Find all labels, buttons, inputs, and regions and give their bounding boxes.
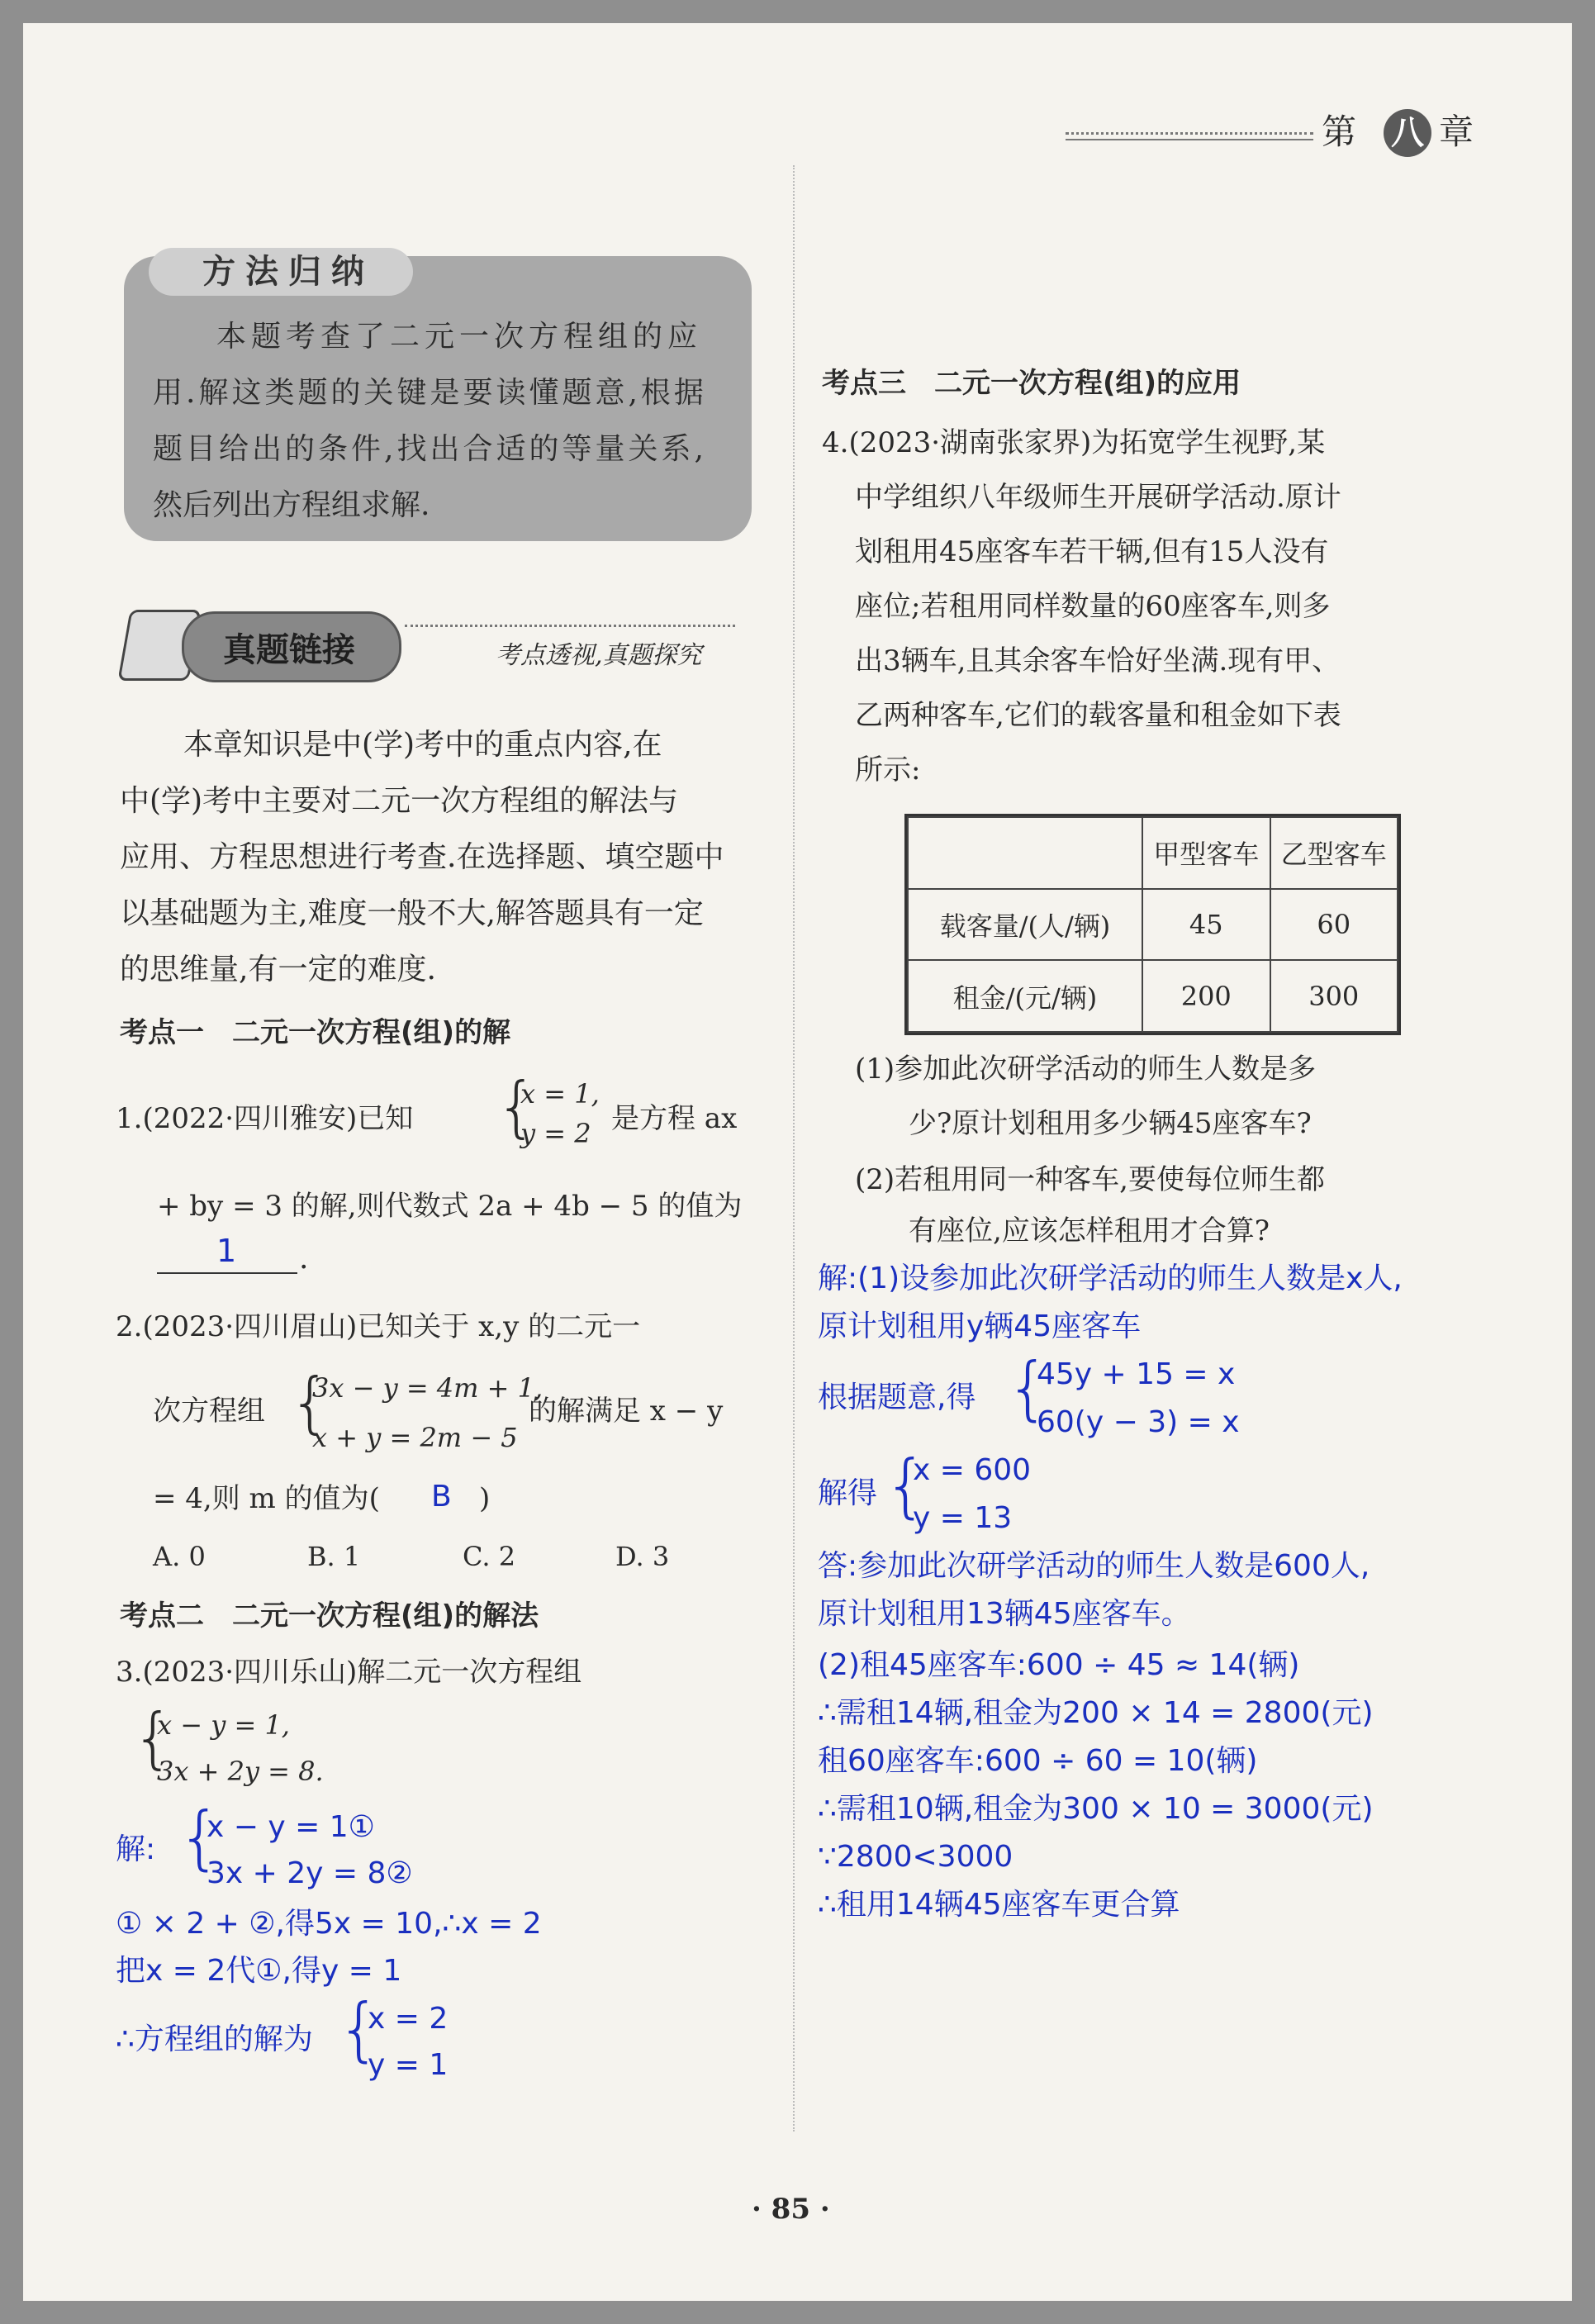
q2-sys-2: x + y = 2m − 5: [312, 1422, 518, 1453]
q4-line-4: 座位;若租用同样数量的60座客车,则多: [855, 590, 1331, 623]
bus-table: [904, 814, 1401, 1035]
q3-line-1: 3.(2023·四川乐山)解二元一次方程组: [116, 1656, 582, 1689]
q3-sol-sys-2: 3x + 2y = 8②: [206, 1856, 413, 1890]
q4-sub1-a: (1)参加此次研学活动的师生人数是多: [855, 1053, 1317, 1086]
kp2-heading: 考点二 二元一次方程(组)的解法: [120, 1599, 539, 1633]
option-c: C. 2: [463, 1541, 516, 1572]
ans-line-4: 解得: [818, 1476, 878, 1510]
section-rule: [405, 625, 735, 627]
q3-sol-step-2: 把x = 2代①,得y = 1: [116, 1954, 402, 1988]
q4-line-3: 划租用45座客车若干辆,但有15人没有: [855, 535, 1329, 568]
q4-line-5: 出3辆车,且其余客车恰好坐满.现有甲、: [855, 644, 1341, 677]
table-cell: 乙型客车: [1270, 817, 1398, 889]
ans-brace-2: {: [884, 1445, 928, 1526]
q3-conc-1: x = 2: [368, 2002, 449, 2036]
intro-line-3: 应用、方程思想进行考查.在选择题、填空题中: [120, 840, 724, 874]
q3-conc-2: y = 1: [368, 2048, 449, 2082]
header-rule: [1066, 132, 1313, 135]
table-row: [908, 960, 1398, 1032]
q3-sol-sys-1: x − y = 1①: [206, 1810, 375, 1844]
ans-line-6: 原计划租用13辆45座客车。: [818, 1597, 1191, 1631]
q1-end: .: [299, 1242, 309, 1276]
method-line-3: 题目给出的条件,找出合适的等量关系,: [153, 432, 707, 466]
table-cell: [908, 817, 1142, 889]
intro-line-2: 中(学)考中主要对二元一次方程组的解法与: [120, 784, 679, 818]
q1-sys-2: y = 2: [520, 1118, 591, 1149]
q2-post: 的解满足 x − y: [529, 1395, 724, 1428]
method-line-4: 然后列出方程组求解.: [153, 488, 430, 522]
ans-line-11: ∵2800<3000: [818, 1840, 1013, 1874]
header-line: [1066, 139, 1313, 140]
q3-sol-step-1: ① × 2 + ②,得5x = 10,∴x = 2: [116, 1907, 542, 1941]
ans-sys-2a: x = 600: [913, 1453, 1032, 1487]
q1-prefix: 1.(2022·四川雅安)已知: [116, 1102, 414, 1135]
chapter-number: 八: [1384, 109, 1431, 157]
q2-close: ): [479, 1482, 491, 1515]
q3-sol-conclusion: ∴方程组的解为: [116, 2022, 313, 2056]
q4-line-1: 4.(2023·湖南张家界)为拓宽学生视野,某: [822, 426, 1326, 459]
q2-brace: {: [289, 1364, 331, 1441]
q4-line-2: 中学组织八年级师生开展研学活动.原计: [855, 481, 1341, 514]
kp1-heading: 考点一 二元一次方程(组)的解: [120, 1016, 511, 1049]
table-cell: 200: [1142, 960, 1270, 1032]
q3-conc-brace: {: [337, 1989, 382, 2070]
method-line-1: 本题考查了二元一次方程组的应: [216, 320, 703, 354]
q3-sol-label: 解:: [116, 1832, 156, 1866]
q2-sys-1: 3x − y = 4m + 1,: [312, 1372, 544, 1404]
ans-line-9: 租60座客车:600 ÷ 60 = 10(辆): [818, 1744, 1258, 1778]
section-subtitle: 考点透视,真题探究: [496, 641, 702, 670]
intro-line-4: 以基础题为主,难度一般不大,解答题具有一定: [120, 896, 704, 930]
ans-line-2: 原计划租用y辆45座客车: [818, 1309, 1142, 1343]
method-title: 方法归纳: [202, 253, 374, 291]
option-a: A. 0: [153, 1541, 206, 1572]
ans-brace-1: {: [1006, 1347, 1051, 1428]
q2-prefix: 次方程组: [153, 1395, 265, 1428]
chapter-prefix: 第: [1322, 112, 1357, 152]
option-b: B. 1: [307, 1541, 361, 1572]
q1-post: 是方程 ax: [611, 1102, 738, 1135]
table-cell: 300: [1270, 960, 1398, 1032]
q2-line-1: 2.(2023·四川眉山)已知关于 x,y 的二元一: [116, 1310, 641, 1343]
q3-sol-brace: {: [178, 1797, 222, 1878]
q1-line-2: + by = 3 的解,则代数式 2a + 4b − 5 的值为: [157, 1190, 743, 1223]
option-d: D. 3: [615, 1541, 670, 1572]
ans-line-8: ∴需租14辆,租金为200 × 14 = 2800(元): [818, 1696, 1374, 1730]
chapter-suffix: 章: [1439, 112, 1474, 152]
q4-line-6: 乙两种客车,它们的载客量和租金如下表: [855, 699, 1341, 732]
q1-sys-1: x = 1,: [520, 1078, 600, 1110]
q4-sub2-b: 有座位,应该怎样租用才合算?: [909, 1214, 1270, 1248]
q1-answer: 1: [216, 1233, 237, 1269]
ans-line-5: 答:参加此次研学活动的师生人数是600人,: [818, 1549, 1370, 1583]
q2-answer: B: [431, 1480, 452, 1514]
section-title: 真题链接: [223, 630, 355, 669]
ans-line-10: ∴需租10辆,租金为300 × 10 = 3000(元): [818, 1792, 1374, 1826]
intro-line-5: 的思维量,有一定的难度.: [120, 953, 436, 986]
ans-line-1: 解:(1)设参加此次研学活动的师生人数是x人,: [818, 1262, 1403, 1295]
q4-sub1-b: 少?原计划租用多少辆45座客车?: [909, 1107, 1312, 1140]
table-header-row: [908, 817, 1398, 889]
ans-sys-1a: 45y + 15 = x: [1037, 1357, 1236, 1391]
column-divider: [793, 165, 795, 2132]
method-line-2: 用.解这类题的关键是要读懂题意,根据: [153, 376, 707, 410]
intro-line-1: 本章知识是中(学)考中的重点内容,在: [183, 728, 662, 762]
q1-blank: [157, 1272, 297, 1274]
table-cell: 60: [1270, 889, 1398, 961]
table-cell: 甲型客车: [1142, 817, 1270, 889]
kp3-heading: 考点三 二元一次方程(组)的应用: [822, 367, 1241, 400]
ans-sys-2b: y = 13: [913, 1501, 1013, 1535]
q4-sub2-a: (2)若租用同一种客车,要使每位师生都: [855, 1163, 1325, 1196]
q3-sys-1: x − y = 1,: [157, 1709, 290, 1741]
table-cell: 载客量/(人/辆): [908, 889, 1142, 961]
page-number: · 85 ·: [752, 2193, 830, 2226]
ans-line-3: 根据题意,得: [818, 1381, 976, 1414]
q4-line-7: 所示:: [855, 753, 921, 787]
table-cell: 45: [1142, 889, 1270, 961]
q2-line-3: = 4,则 m 的值为(: [153, 1482, 380, 1515]
ans-line-12: ∴租用14辆45座客车更合算: [818, 1888, 1180, 1922]
q1-brace: {: [496, 1068, 538, 1145]
q3-sys-2: 3x + 2y = 8.: [157, 1756, 324, 1787]
q3-brace: {: [132, 1699, 174, 1776]
ans-line-7: (2)租45座客车:600 ÷ 45 ≈ 14(辆): [818, 1648, 1300, 1682]
table-row: [908, 889, 1398, 961]
ans-sys-1b: 60(y − 3) = x: [1037, 1405, 1240, 1439]
table-cell: 租金/(元/辆): [908, 960, 1142, 1032]
